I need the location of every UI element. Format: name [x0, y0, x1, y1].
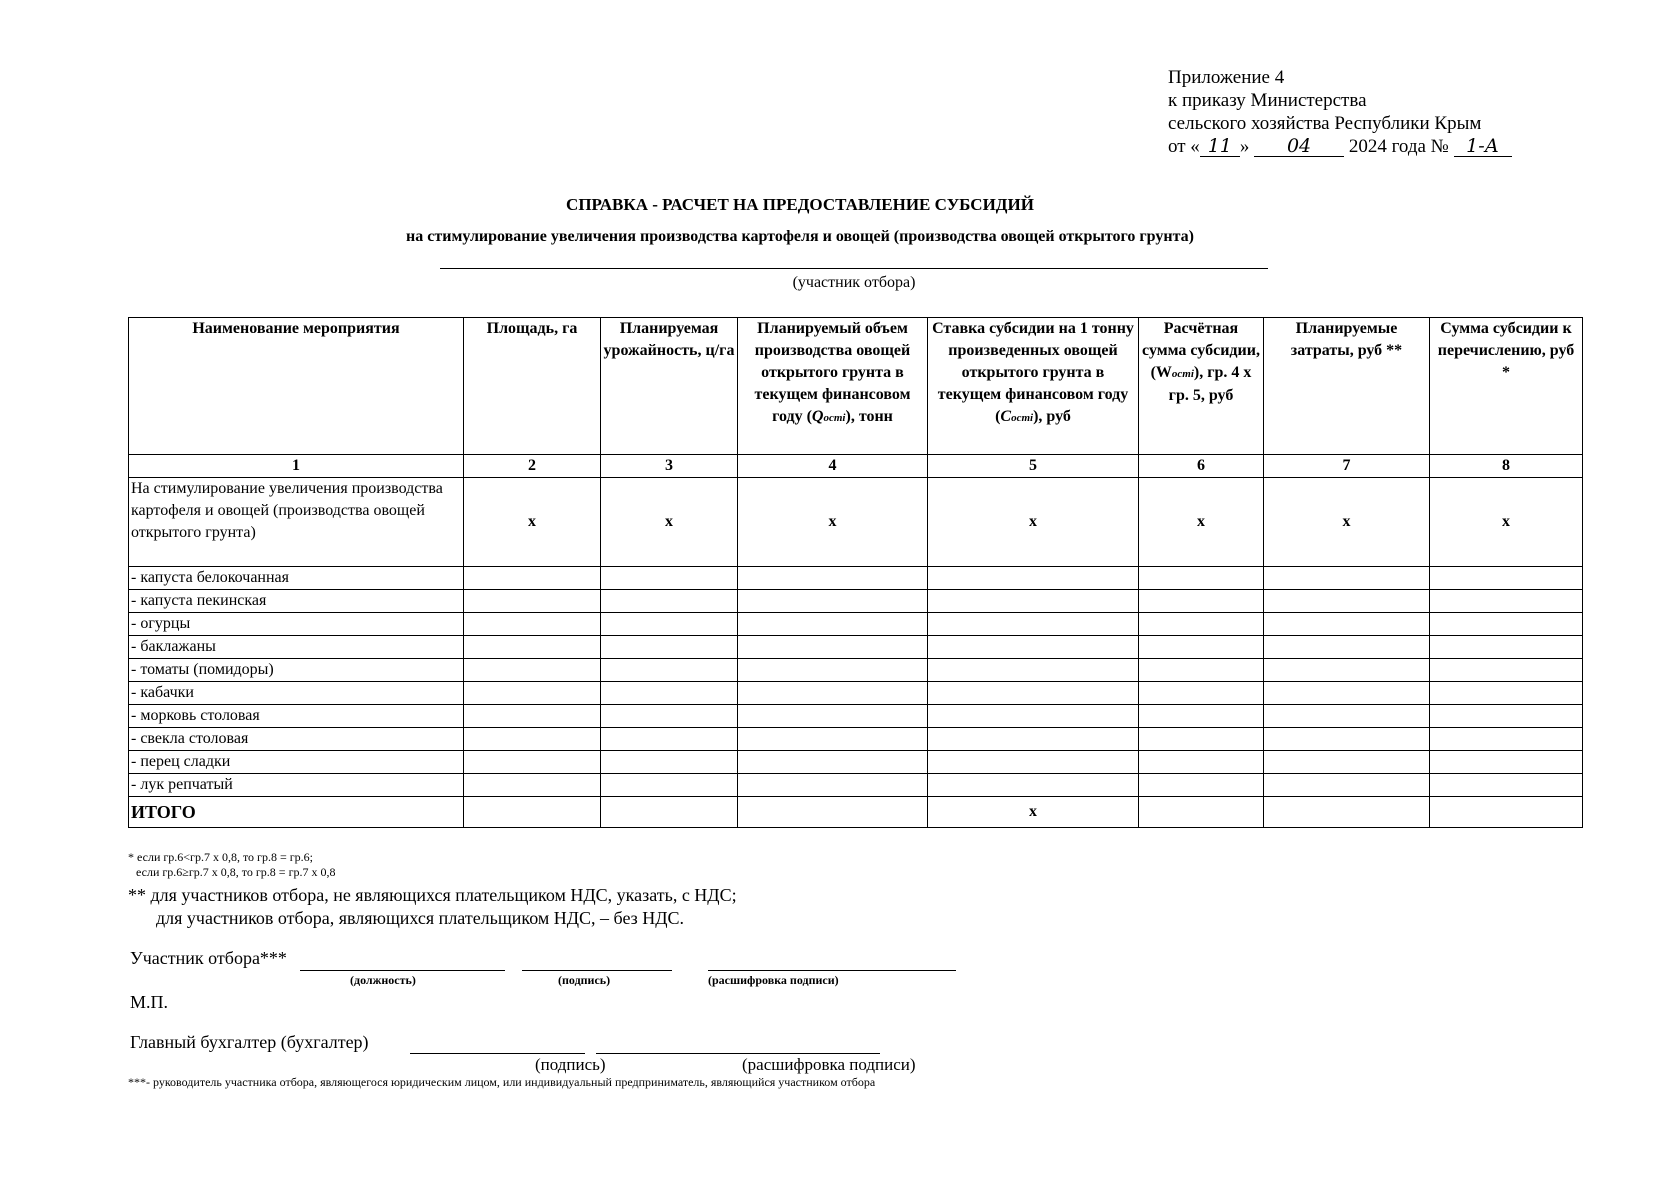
empty-cell	[738, 705, 928, 728]
empty-cell	[928, 567, 1139, 590]
empty-cell	[464, 567, 601, 590]
cell-mark: х	[1430, 478, 1583, 567]
header-volume	[738, 318, 928, 455]
header-costs: Планируемые затраты, руб **	[1264, 318, 1430, 455]
handwritten-month: 04	[1254, 136, 1344, 157]
header-rate	[928, 318, 1139, 455]
item-name: - перец сладки	[129, 751, 464, 774]
col-number: 1	[129, 455, 464, 478]
empty-cell	[738, 590, 928, 613]
empty-cell	[1264, 751, 1430, 774]
table-row	[129, 774, 1583, 797]
item-name: - баклажаны	[129, 636, 464, 659]
header-rate-text: Ставка субсидии на 1 тонну произведенных овощей открытого грунта в текущем финансовом году (	[932, 320, 1134, 425]
item-name: - свекла столовая	[129, 728, 464, 751]
empty-cell	[601, 682, 738, 705]
acc-decode-caption: (расшифровка подписи)	[742, 1055, 916, 1074]
empty-cell	[738, 774, 928, 797]
empty-cell	[1264, 705, 1430, 728]
year-text: 2024 года №	[1348, 136, 1449, 157]
header-calc-sum	[1139, 318, 1264, 455]
total-cell	[1139, 797, 1264, 828]
table-row	[129, 613, 1583, 636]
header-volume-subscript: ості	[823, 412, 846, 424]
empty-cell	[1264, 636, 1430, 659]
position-caption: (должность)	[350, 973, 416, 987]
footnote-line-2: если гр.6≥гр.7 х 0,8, то гр.8 = гр.7 х 0,8	[136, 865, 336, 879]
total-cell	[1264, 797, 1430, 828]
empty-cell	[1264, 613, 1430, 636]
document-subtitle: на стимулирование увеличения производства картофеля и овощей (производства овощей открытого грунта)	[406, 228, 1194, 245]
item-name: - лук репчатый	[129, 774, 464, 797]
col-number: 7	[1264, 455, 1430, 478]
empty-cell	[1430, 728, 1583, 751]
col-number: 3	[601, 455, 738, 478]
participant-line	[440, 268, 1268, 269]
empty-cell	[601, 636, 738, 659]
empty-cell	[1430, 774, 1583, 797]
footnote-single-star	[128, 850, 336, 880]
appendix-date-line	[1168, 135, 1512, 158]
empty-cell	[1430, 751, 1583, 774]
empty-cell	[1139, 728, 1264, 751]
stamp-label: М.П.	[130, 992, 169, 1012]
column-number-row	[129, 455, 1583, 478]
empty-cell	[928, 613, 1139, 636]
total-cell	[464, 797, 601, 828]
total-cell	[601, 797, 738, 828]
item-name: - капуста белокочанная	[129, 567, 464, 590]
empty-cell	[1264, 728, 1430, 751]
empty-cell	[738, 567, 928, 590]
table-row	[129, 705, 1583, 728]
empty-cell	[1264, 567, 1430, 590]
empty-cell	[464, 613, 601, 636]
header-volume-unit: ), тонн	[845, 408, 893, 425]
footnote-double-star	[128, 884, 737, 930]
empty-cell	[464, 774, 601, 797]
empty-cell	[1139, 590, 1264, 613]
empty-cell	[1139, 613, 1264, 636]
empty-cell	[738, 636, 928, 659]
empty-cell	[1139, 682, 1264, 705]
empty-cell	[1430, 613, 1583, 636]
empty-cell	[1430, 659, 1583, 682]
acc-decode-line	[596, 1053, 880, 1054]
empty-cell	[1139, 636, 1264, 659]
cell-mark: х	[928, 478, 1139, 567]
header-transfer-sum: Сумма субсидии к перечислению, руб *	[1430, 318, 1583, 455]
empty-cell	[1139, 659, 1264, 682]
table-row	[129, 567, 1583, 590]
empty-cell	[738, 728, 928, 751]
empty-cell	[1430, 590, 1583, 613]
empty-cell	[1264, 682, 1430, 705]
empty-cell	[464, 659, 601, 682]
table-row	[129, 728, 1583, 751]
header-calc-formula: ), гр. 4 х гр. 5, руб	[1168, 364, 1252, 404]
empty-cell	[601, 774, 738, 797]
table-row	[129, 751, 1583, 774]
footnote-line-3: ** для участников отбора, не являющихся плательщиком НДС, указать, с НДС;	[128, 885, 737, 905]
empty-cell	[1139, 774, 1264, 797]
bottom-footnote: ***- руководитель участника отбора, являющегося юридическим лицом, или индивидуальный предприниматель, являющийся участником отбора	[128, 1075, 876, 1089]
subsidy-table	[128, 317, 1583, 828]
cell-mark: х	[1139, 478, 1264, 567]
col-number: 4	[738, 455, 928, 478]
header-rate-symbol: C	[1000, 408, 1012, 425]
empty-cell	[1430, 636, 1583, 659]
empty-cell	[928, 636, 1139, 659]
participant-caption: (участник отбора)	[792, 274, 916, 291]
header-calc-text: Расчётная сумма субсидии, (W	[1142, 320, 1260, 381]
cell-mark: х	[601, 478, 738, 567]
item-name: - кабачки	[129, 682, 464, 705]
acc-signature-line	[410, 1053, 585, 1054]
empty-cell	[601, 590, 738, 613]
date-prefix: от «	[1168, 136, 1200, 157]
empty-cell	[601, 659, 738, 682]
footnote-line-4: для участников отбора, являющихся плательщиком НДС, – без НДС.	[156, 908, 685, 928]
item-name: - томаты (помидоры)	[129, 659, 464, 682]
col-number: 5	[928, 455, 1139, 478]
signature-line	[522, 970, 672, 971]
empty-cell	[928, 682, 1139, 705]
appendix-line-2: к приказу Министерства	[1168, 90, 1367, 111]
appendix-block	[1168, 66, 1512, 158]
item-name: - морковь столовая	[129, 705, 464, 728]
empty-cell	[464, 705, 601, 728]
col-number: 8	[1430, 455, 1583, 478]
col-number: 6	[1139, 455, 1264, 478]
table-row	[129, 659, 1583, 682]
empty-cell	[738, 659, 928, 682]
decode-caption: (расшифровка подписи)	[708, 973, 839, 987]
empty-cell	[601, 705, 738, 728]
header-rate-unit: ), руб	[1033, 408, 1071, 425]
empty-cell	[464, 636, 601, 659]
empty-cell	[1264, 590, 1430, 613]
header-rate-subscript: ості	[1011, 412, 1034, 424]
empty-cell	[464, 590, 601, 613]
empty-cell	[464, 682, 601, 705]
header-name: Наименование мероприятия	[129, 318, 464, 455]
empty-cell	[1264, 659, 1430, 682]
empty-cell	[928, 590, 1139, 613]
empty-cell	[928, 774, 1139, 797]
decode-line	[708, 970, 956, 971]
total-cell	[1430, 797, 1583, 828]
footnote-line-1: * если гр.6<гр.7 х 0,8, то гр.8 = гр.6;	[128, 850, 314, 864]
header-area: Площадь, га	[464, 318, 601, 455]
cell-mark: х	[464, 478, 601, 567]
empty-cell	[738, 751, 928, 774]
empty-cell	[1139, 705, 1264, 728]
empty-cell	[1430, 567, 1583, 590]
empty-cell	[601, 613, 738, 636]
total-mark: х	[928, 797, 1139, 828]
table-row	[129, 682, 1583, 705]
empty-cell	[1430, 682, 1583, 705]
total-row	[129, 797, 1583, 828]
table-row	[129, 636, 1583, 659]
header-yield: Планируемая урожайность, ц/га	[601, 318, 738, 455]
empty-cell	[738, 682, 928, 705]
position-line	[300, 970, 505, 971]
total-label: ИТОГО	[129, 797, 464, 828]
handwritten-number: 1-А	[1454, 136, 1512, 157]
cell-mark: х	[738, 478, 928, 567]
participant-label: Участник отбора***	[130, 948, 287, 968]
header-row	[129, 318, 1583, 455]
header-volume-text: Планируемый объем производства овощей открытого грунта в текущем финансовом году (	[754, 320, 911, 425]
empty-cell	[928, 751, 1139, 774]
empty-cell	[928, 659, 1139, 682]
empty-cell	[464, 751, 601, 774]
empty-cell	[928, 728, 1139, 751]
acc-signature-caption: (подпись)	[535, 1055, 606, 1074]
appendix-line-3: сельского хозяйства Республики Крым	[1168, 113, 1482, 134]
signature-caption: (подпись)	[558, 973, 611, 987]
item-rows	[129, 567, 1583, 797]
cell-mark: х	[1264, 478, 1430, 567]
header-volume-symbol: Q	[811, 408, 824, 425]
empty-cell	[601, 567, 738, 590]
empty-cell	[1430, 705, 1583, 728]
document-title: СПРАВКА - РАСЧЕТ НА ПРЕДОСТАВЛЕНИЕ СУБСИДИЙ	[566, 195, 1034, 214]
appendix-line-1: Приложение 4	[1168, 67, 1285, 88]
col-number: 2	[464, 455, 601, 478]
row-main-name: На стимулирование увеличения производства картофеля и овощей (производства овощей открытого грунта)	[129, 478, 464, 567]
empty-cell	[738, 613, 928, 636]
empty-cell	[601, 728, 738, 751]
item-name: - капуста пекинская	[129, 590, 464, 613]
item-name: - огурцы	[129, 613, 464, 636]
date-mid: »	[1239, 136, 1250, 157]
table-row-main	[129, 478, 1583, 567]
accountant-label: Главный бухгалтер (бухгалтер)	[130, 1032, 369, 1052]
empty-cell	[1139, 567, 1264, 590]
empty-cell	[1139, 751, 1264, 774]
empty-cell	[1264, 774, 1430, 797]
header-calc-subscript: ості	[1171, 368, 1194, 380]
total-cell	[738, 797, 928, 828]
handwritten-day: 11	[1200, 136, 1240, 157]
table-row	[129, 590, 1583, 613]
empty-cell	[928, 705, 1139, 728]
empty-cell	[601, 751, 738, 774]
empty-cell	[464, 728, 601, 751]
